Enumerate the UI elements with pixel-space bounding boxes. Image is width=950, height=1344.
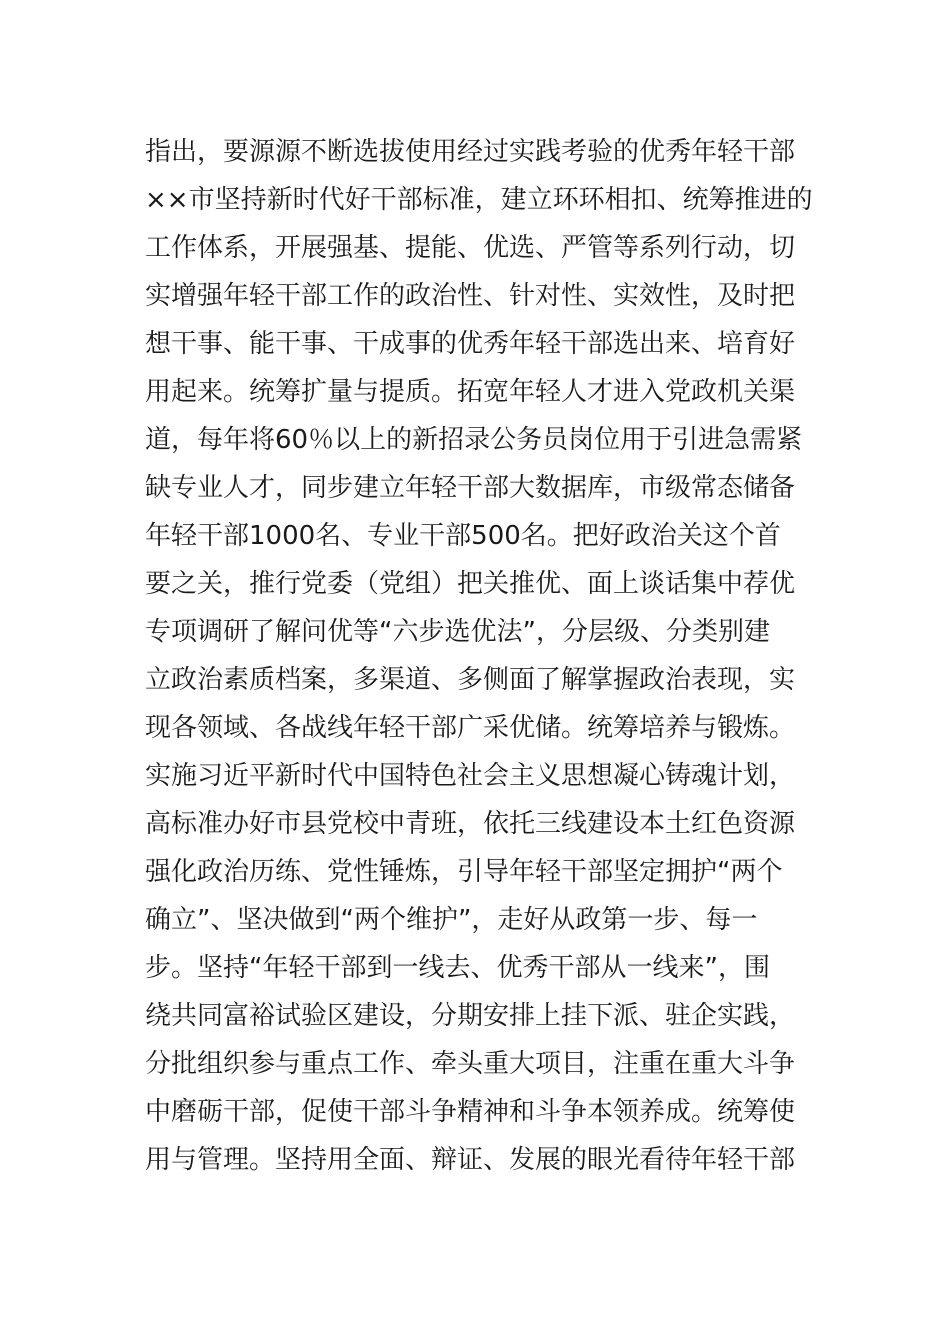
text-line: 专项调研了解问优等“六步选优法”，分层级、分类别建 xyxy=(145,617,770,647)
text-line: 现各领域、各战线年轻干部广采优储。统筹培养与锻炼。 xyxy=(145,713,796,743)
text-line: 用与管理。坚持用全面、辩证、发展的眼光看待年轻干部 xyxy=(145,1145,796,1175)
text-line: 指出，要源源不断选拔使用经过实践考验的优秀年轻干部 xyxy=(145,137,796,167)
text-line: 缺专业人才，同步建立年轻干部大数据库，市级常态储备 xyxy=(145,473,796,503)
text-line: 实施习近平新时代中国特色社会主义思想凝心铸魂计划， xyxy=(145,761,796,791)
text-line: 年轻干部1000名、专业干部500名。把好政治关这个首 xyxy=(145,521,781,551)
text-line: ××市坚持新时代好干部标准，建立环环相扣、统筹推进的 xyxy=(145,185,813,215)
text-line: 立政治素质档案，多渠道、多侧面了解掌握政治表现，实 xyxy=(145,665,796,695)
text-line: 绕共同富裕试验区建设，分期安排上挂下派、驻企实践， xyxy=(145,1001,796,1031)
text-line: 想干事、能干事、干成事的优秀年轻干部选出来、培育好 xyxy=(145,329,796,359)
text-line: 高标准办好市县党校中青班，依托三线建设本土红色资源 xyxy=(145,809,796,839)
text-line: 用起来。统筹扩量与提质。拓宽年轻人才进入党政机关渠 xyxy=(145,377,796,407)
body-text xyxy=(145,128,815,1184)
text-line: 步。坚持“年轻干部到一线去、优秀干部从一线来”，围 xyxy=(145,953,770,983)
text-line: 要之关，推行党委（党组）把关推优、面上谈话集中荐优 xyxy=(145,569,796,599)
text-line: 道，每年将60％以上的新招录公务员岗位用于引进急需紧 xyxy=(145,425,803,455)
text-line: 强化政治历练、党性锤炼，引导年轻干部坚定拥护“两个 xyxy=(145,857,783,887)
text-line: 中磨砺干部，促使干部斗争精神和斗争本领养成。统筹使 xyxy=(145,1097,796,1127)
text-line: 实增强年轻干部工作的政治性、针对性、实效性，及时把 xyxy=(145,281,796,311)
text-line: 工作体系，开展强基、提能、优选、严管等系列行动，切 xyxy=(145,233,796,263)
text-line: 确立”、坚决做到“两个维护”，走好从政第一步、每一 xyxy=(145,905,758,935)
text-line: 分批组织参与重点工作、牵头重大项目，注重在重大斗争 xyxy=(145,1049,796,1079)
